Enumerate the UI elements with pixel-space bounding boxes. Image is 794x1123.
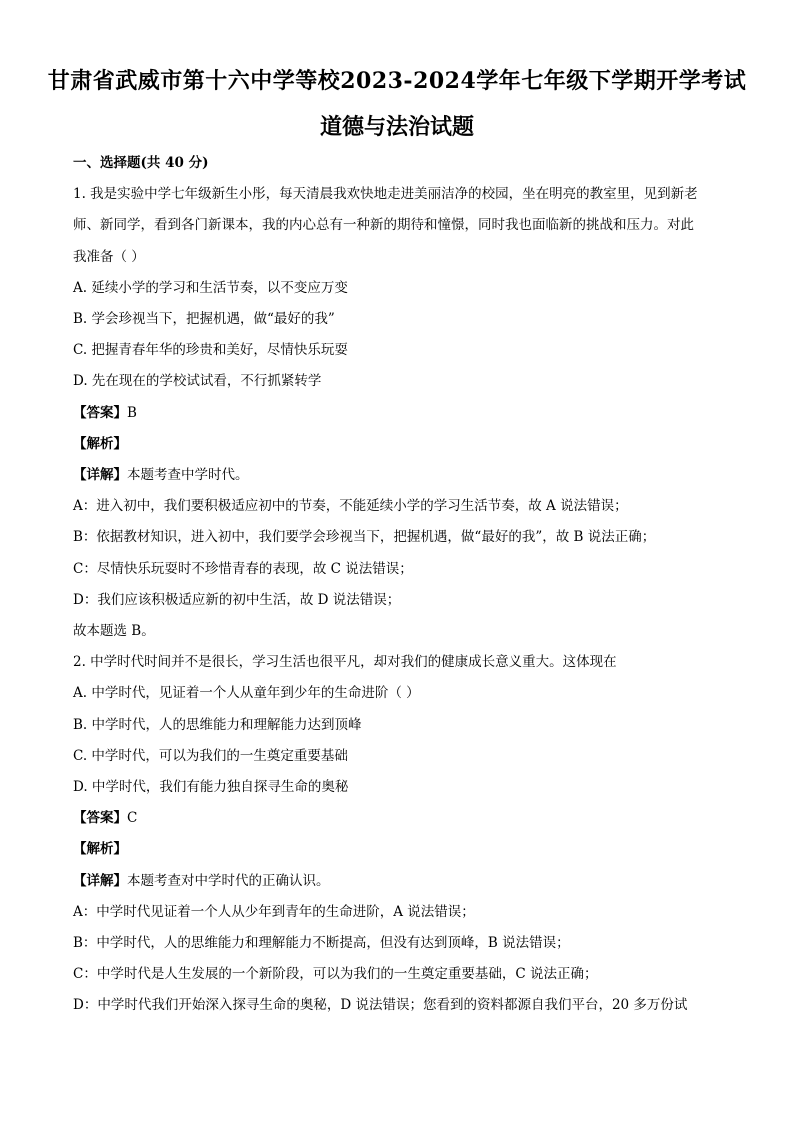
q2-option-c: C. 中学时代，可以为我们的一生奠定重要基础 xyxy=(73,747,348,764)
section-heading: 一、选择题(共 40 分) xyxy=(73,155,209,171)
q2-stem-line1: 2. 中学时代时间并不是很长，学习生活也很平凡，却对我们的健康成长意义重大。这体现在 xyxy=(73,654,617,671)
q1-detail xyxy=(73,460,723,491)
q2-explanation-a: A：中学时代见证着一个人从少年到青年的生命进阶，A 说法错误； xyxy=(73,903,475,920)
q1-answer xyxy=(73,398,723,429)
q2-answer xyxy=(73,803,723,834)
document-title: 甘肃省武威市第十六中学等校2023-2024学年七年级下学期开学考试 xyxy=(47,68,747,94)
answer-value: C xyxy=(127,810,138,827)
answer-value: B xyxy=(127,404,137,421)
document-body xyxy=(73,148,723,1022)
q2-explanation-b: B：中学时代，人的思维能力和理解能力不断提高，但没有达到顶峰，B 说法错误； xyxy=(73,935,570,952)
q1-explanation-d: D：我们应该积极适应新的初中生活，故 D 说法错误； xyxy=(73,591,401,608)
q1-stem-line2: 师、新同学，看到各门新课本，我的内心总有一种新的期待和憧憬，同时我也面临新的挑战和压力。对此 xyxy=(73,217,694,234)
q1-option-a: A. 延续小学的学习和生活节奏，以不变应万变 xyxy=(73,279,348,296)
q1-stem-line1: 1. 我是实验中学七年级新生小彤，每天清晨我欢快地走进美丽洁净的校园，坐在明亮的教室里，见到新老 xyxy=(73,186,698,203)
answer-tag: 【答案】 xyxy=(73,404,127,421)
answer-tag: 【答案】 xyxy=(73,810,127,827)
q1-explanation-c: C：尽情快乐玩耍时不珍惜青春的表现，故 C 说法错误； xyxy=(73,560,413,577)
q2-option-d: D. 中学时代，我们有能力独自探寻生命的奥秘 xyxy=(73,779,349,796)
detail-tag: 【详解】 xyxy=(73,872,127,889)
q1-explanation-b: B：依据教材知识，进入初中，我们要学会珍视当下，把握机遇，做“最好的我”，故 B 说法正确； xyxy=(73,529,656,546)
q2-explanation-c: C：中学时代是人生发展的一个新阶段，可以为我们的一生奠定重要基础，C 说法正确； xyxy=(73,966,598,983)
q1-option-d: D. 先在现在的学校试试看，不行抓紧转学 xyxy=(73,373,322,390)
q1-option-b: B. 学会珍视当下，把握机遇，做“最好的我” xyxy=(73,311,335,328)
q1-conclusion: 故本题选 B。 xyxy=(73,623,155,640)
detail-text: 本题考查对中学时代的正确认识。 xyxy=(127,872,330,889)
detail-tag: 【详解】 xyxy=(73,467,127,484)
document-subtitle: 道德与法治试题 xyxy=(319,114,474,140)
detail-text: 本题考查中学时代。 xyxy=(127,467,249,484)
q1-analysis-tag: 【解析】 xyxy=(73,435,127,452)
q2-detail xyxy=(73,866,723,897)
q1-stem-line3: 我准备（ ） xyxy=(73,248,145,265)
q2-option-a: A. 中学时代，见证着一个人从童年到少年的生命进阶（ ） xyxy=(73,685,420,702)
q2-explanation-d: D：中学时代我们开始深入探寻生命的奥秘，D 说法错误；您看到的资料都源自我们平台，20 多万份试 xyxy=(73,997,688,1014)
q2-option-b: B. 中学时代，人的思维能力和理解能力达到顶峰 xyxy=(73,716,362,733)
q2-analysis-tag: 【解析】 xyxy=(73,841,127,858)
q1-explanation-a: A：进入初中，我们要积极适应初中的节奏，不能延续小学的学习生活节奏，故 A 说法错误； xyxy=(73,498,628,515)
q1-option-c: C. 把握青春年华的珍贵和美好，尽情快乐玩耍 xyxy=(73,342,348,359)
